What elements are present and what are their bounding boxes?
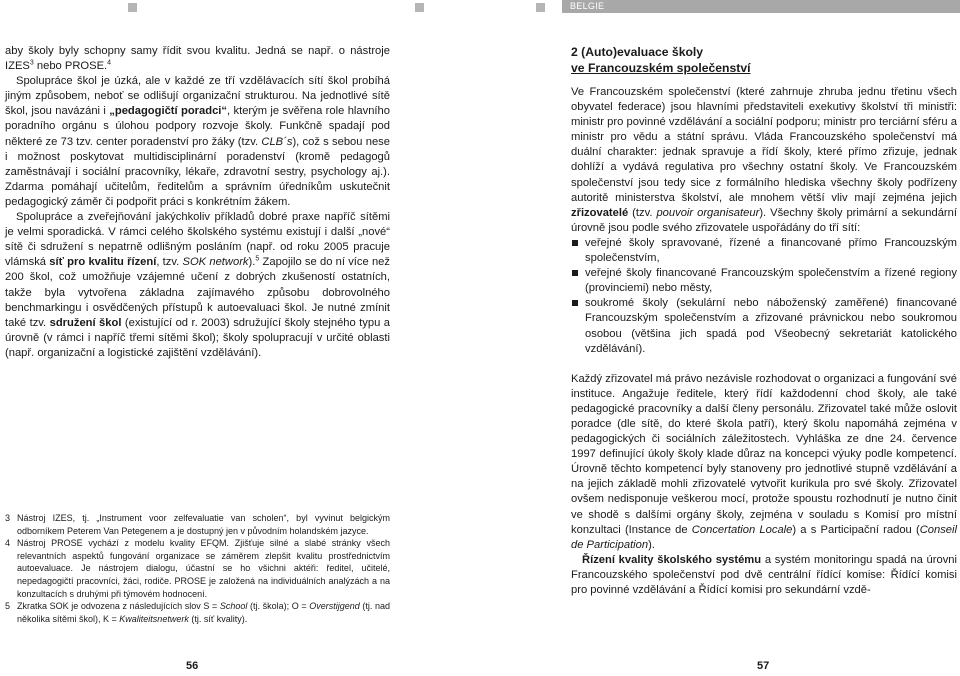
- right-column: [571, 44, 957, 598]
- left-paragraph-2: Spolupráce škol je úzká, ale v každé ze tří vzdělávacích sítí škol probíhá jiným způsobem, neboť se odlišují organizační strukturou. Na jednotlivé sítě škol, jsou navázáni i „pedagogičtí poradci“, kterým je svěřena role hlavního poradního orgánu s úlohou podpory rozvoje školy. Funkčně spadají pod některé ze 73 tzv. center poradenství pro žáky (tzv. CLB´s), což s sebou nese i možnost poskytovat multidisciplinární poradenství (kromě pedagogů zaměstnávají i sociální pracovníky, lékaře, zdravotní sestry, psychology aj.). Zdarma pomáhají učitelům, ředitelům a správním úředníkům uskutečnit pedagogický záměr či podpořit práci s konkrétním žákem.: [5, 75, 390, 208]
- school-networks-list: [571, 236, 957, 357]
- list-item: veřejné školy spravované, řízené a financované přímo Francouzským společenstvím,: [571, 236, 957, 266]
- header-marker-right: [536, 3, 545, 12]
- list-item: soukromé školy (sekulární nebo náboženský zaměřené) financované Francouzským společenstvím a zřizované právnickou nebo soukromou osobou (většina jich spadá pod Všeobecný sekretariát katolického vzdělávání).: [571, 296, 957, 356]
- page-number-right: 57: [757, 660, 770, 672]
- left-paragraph-1: aby školy byly schopny samy řídit svou kvalitu. Jedná se např. o nástroje IZES$^3$ nebo PROSE.$^4$: [5, 45, 390, 73]
- footnotes: [5, 512, 390, 625]
- section-header-band: [562, 0, 960, 13]
- list-item: veřejné školy financované Francouzským společenstvím a řízené regiony (provinciemi) nebo městy,: [571, 266, 957, 296]
- section-heading: 2 (Auto)evaluace školy ve Francouzském společenství: [571, 45, 751, 75]
- footnote-4: 4 Nástroj PROSE vychází z modelu kvality EFQM. Zjišťuje silné a slabé stránky všech relevantních aspektů fungování organizace se záměrem zlepšit kvalitu prostřednictvím autoevaluace. Je nástrojem dialogu, účastní se ho všichni aktéři: ředitel, učitelé, nepedagogičtí pracovníci, žáci, rodiče. PROSE je založená na individuálních analýzách a na konzultacích s druhými při týmovém hodnocení.: [5, 538, 390, 599]
- right-paragraph-3: Řízení kvality školského systému a systém monitoringu spadá na úrovni Francouzského společenství pod dvě centrální řídící komise: Řídící komisi pro povinné vzdělávání a Řídící komisi pro sekundární vzdě-: [571, 553, 957, 596]
- right-paragraph-2: Každý zřizovatel má právo nezávisle rozhodovat o organizaci a fungování své instituce. Angažuje ředitele, který řídí každodenní chod školy, ale také pedagogické pracovníky a další členy personálu. Zřizovatel také může oslovit poradce (dle sítě, do které škola patří), který školu napomáhá zejména v pedagogických či sociálních záležitostech. Vyhláška ze dne 24. července 1997 definující úkoly školy klade důraz na koncepci výuky podle kompetencí. Úrovně těchto kompetencí byly stanoveny pro jednotlivé stupně vzdělávání a na jejich základě mohli zřizovatelé vytvořit kurikula pro své školy. Zřizovatel ovšem nedisponuje veškerou mocí, protože spoustu rozhodnutí je nutno činit ve shodě s dalšími orgány školy, zejména v souladu s Komisí pro místní konzultaci (Instance de Concertation Locale) a s Participační radou (Conseil de Participation).: [571, 372, 957, 551]
- left-column: [5, 44, 390, 361]
- header-marker-mid: [415, 3, 424, 12]
- left-paragraph-3: Spolupráce a zveřejňování jakýchkoliv příkladů dobré praxe napříč sítěmi je velmi sporadická. V rámci celého školského systému existují i další „nové“ sítě či sdružení s nepatrně odlišným posláním (např. od roku 2005 pracuje vlámská síť pro kvalitu řízení, tzv. SOK network).$^5$ Zapojilo se do ní více než 200 škol, což umožňuje vzájemné učení z dobrých zkušeností ostatních, takže byla vytvořena základna zajímavého způsobu dobrovolného benchmarkingu i osvědčených přístupů k autoevaluaci škol. Je nutné zmínit také tzv. sdružení škol (existující od r. 2003) sdružující školy stejného typu a úrovně (v rámci i napříč třemi sítěmi škol); školy spolupracují v určité oblasti (např. organizační a logistické zajištění vzdělávání).: [5, 211, 390, 359]
- footnote-3: 3 Nástroj IZES, tj. „Instrument voor zelfevaluatie van scholen“, byl vyvinut belgickým odborníkem Peterem Van Petegenem a je dostupný jen v původním holandském jazyce.: [5, 513, 390, 536]
- page-number-left: 56: [186, 660, 199, 672]
- section-label: BELGIE: [570, 1, 605, 11]
- footnote-5: 5 Zkratka SOK je odvozena z následujících slov S = School (tj. škola); O = Overstijgend (tj. nad několika sítěmi škol), K = Kwaliteitsnetwerk (tj. síť kvality).: [5, 601, 391, 624]
- right-paragraph-1: Ve Francouzském společenství (které zahrnuje zhruba jednu třetinu všech obyvatel federace) jsou hlavními představiteli exekutivy školství tři ministři: ministr pro povinné vzdělávání a sociální podporu; ministr pro terciární sféru a ministr pro vědu a státní správu. Vláda Francouzského společenství má duální charakter: jednak spravuje a řídí školy, které přímo zřizuje, jednak dohlíží a vydává regulativa pro všechny ostatní školy. Ve Francouzském společenství jsou tedy sice z formálního hlediska všechny školy podřízeny autoritě ministerstva školství, ale mnohem větší vliv mají zejména jejich zřizovatelé (tzv. pouvoir organisateur). Všechny školy primární a sekundární úrovně jsou podle svého zřizovatele uspořádány do tří sítí:: [571, 86, 957, 234]
- header-marker-left: [128, 3, 137, 12]
